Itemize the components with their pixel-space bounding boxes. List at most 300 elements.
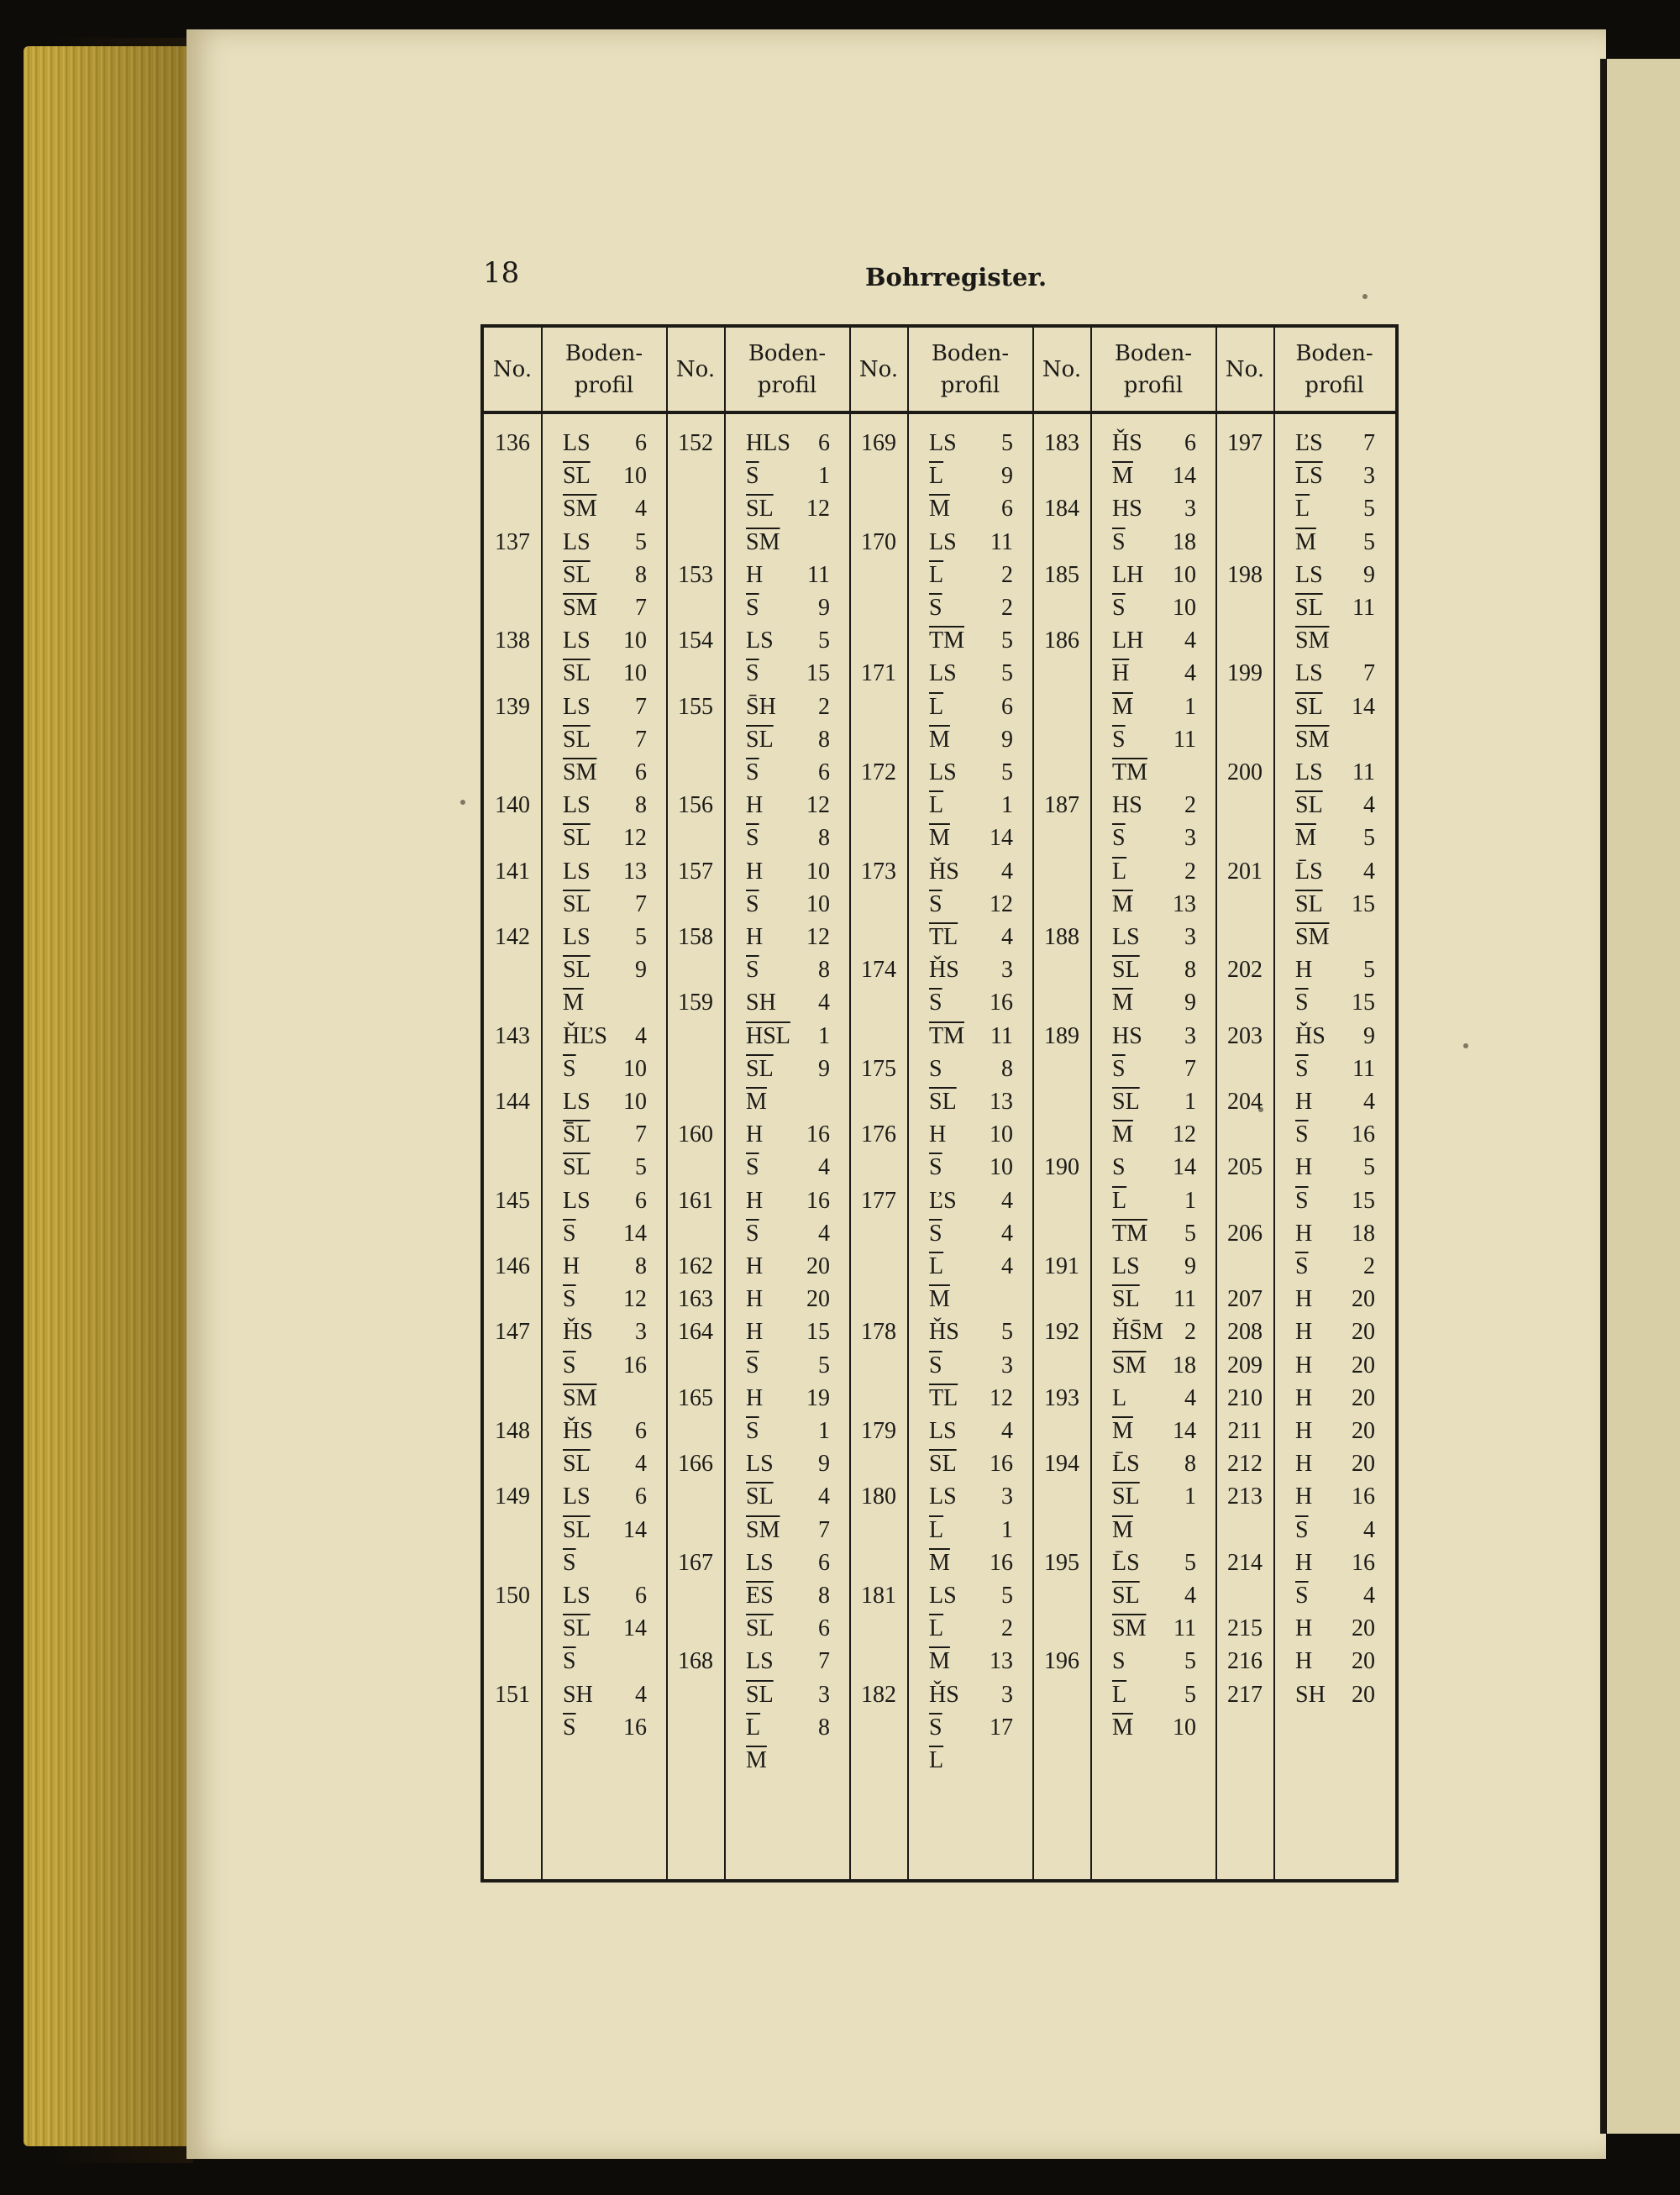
soil-code: $\overline{SM}$ — [563, 595, 597, 621]
layer-depth: 18 — [1352, 1220, 1375, 1247]
profile-layer — [1295, 1648, 1375, 1675]
soil-code: $\overline{L}$ — [929, 561, 944, 588]
layer-depth: 14 — [623, 1615, 647, 1642]
layer-depth: 6 — [1001, 496, 1013, 522]
column-divider — [849, 328, 851, 1879]
layer-depth: 3 — [1184, 924, 1196, 950]
soil-code: LS — [1112, 924, 1140, 950]
soil-code: HS — [1112, 1022, 1142, 1049]
soil-code: H — [1295, 957, 1313, 984]
soil-code: LS — [1295, 660, 1323, 687]
layer-depth: 11 — [807, 561, 830, 588]
entry-number: 158 — [678, 924, 713, 950]
layer-depth: 8 — [818, 726, 830, 753]
entry-number: 202 — [1227, 957, 1263, 984]
soil-code: S — [1112, 1154, 1126, 1181]
layer-depth: 4 — [818, 1483, 830, 1510]
soil-code: H — [1295, 1418, 1313, 1444]
profile-layer — [1112, 1154, 1196, 1181]
layer-depth: 16 — [806, 1187, 830, 1214]
soil-code: $\overline{SM}$ — [1295, 726, 1330, 753]
layer-depth: 8 — [635, 1253, 647, 1279]
entry-number: 173 — [861, 858, 896, 885]
layer-depth: 7 — [1363, 660, 1375, 687]
profile-layer — [1112, 1188, 1196, 1215]
soil-code: $\overline{SL}$ — [929, 1089, 957, 1115]
layer-depth: 4 — [635, 1451, 647, 1478]
profile-layer — [1112, 628, 1196, 654]
profile-layer — [929, 1615, 1013, 1642]
profile-layer — [1112, 792, 1196, 819]
soil-code: $\overline{SL}$ — [563, 825, 591, 852]
layer-depth: 4 — [635, 1022, 647, 1049]
layer-depth: 1 — [818, 463, 830, 490]
profile-layer — [1295, 759, 1375, 786]
profile-layer — [1112, 1682, 1196, 1709]
profile-layer — [1295, 990, 1375, 1016]
layer-depth: 3 — [1001, 1483, 1013, 1510]
soil-code: $\overline{TM}$ — [929, 1022, 964, 1049]
entry-number: 164 — [678, 1319, 713, 1346]
profile-layer — [929, 891, 1013, 918]
layer-depth: 8 — [818, 957, 830, 984]
profile-layer — [1112, 1023, 1196, 1050]
profile-layer — [929, 957, 1013, 984]
profile-layer — [1112, 1715, 1196, 1741]
entry-number: 167 — [678, 1549, 713, 1576]
profile-layer — [746, 1154, 830, 1181]
profile-layer — [929, 1451, 1013, 1478]
profile-layer — [1112, 1089, 1196, 1116]
layer-depth: 6 — [635, 1187, 647, 1214]
layer-depth: 16 — [623, 1714, 647, 1741]
entry-number: 205 — [1227, 1154, 1263, 1181]
profile-layer — [1295, 1451, 1375, 1478]
layer-depth: 14 — [623, 1220, 647, 1247]
profile-layer — [746, 825, 830, 852]
soil-code: H — [1295, 1648, 1313, 1675]
profile-layer — [563, 924, 647, 951]
soil-code: $\overline{S}$ — [929, 595, 942, 621]
entry-number: 200 — [1227, 759, 1263, 785]
profile-layer — [929, 1715, 1013, 1741]
profile-layer — [563, 463, 647, 490]
soil-code: LS — [1112, 1253, 1140, 1279]
layer-depth: 6 — [635, 759, 647, 785]
profile-layer — [1295, 660, 1375, 687]
layer-depth: 3 — [1184, 1022, 1196, 1049]
layer-depth: 1 — [1184, 1483, 1196, 1510]
layer-depth: 16 — [806, 1121, 830, 1148]
soil-code: $\overline{S}$ — [1295, 1055, 1309, 1082]
layer-depth: 5 — [1363, 1154, 1375, 1181]
profile-layer — [563, 1023, 647, 1050]
header-bodenprofil — [1273, 328, 1395, 411]
profile-layer — [1112, 1121, 1196, 1148]
layer-depth: 17 — [990, 1714, 1013, 1741]
soil-code: $\overline{M}$ — [929, 726, 950, 753]
layer-depth — [1168, 1517, 1196, 1544]
profile-layer — [1295, 1286, 1375, 1313]
soil-code: H — [746, 1286, 764, 1313]
entry-number: 151 — [495, 1681, 530, 1708]
soil-code: $\overline{SL}$ — [563, 561, 591, 588]
layer-depth: 1 — [1184, 1089, 1196, 1115]
layer-depth: 14 — [1352, 693, 1375, 720]
entry-number: 206 — [1227, 1220, 1263, 1247]
layer-depth: 9 — [818, 1451, 830, 1478]
layer-depth: 8 — [635, 792, 647, 819]
profile-layer — [746, 1483, 830, 1510]
soil-code: $\overline{TM}$ — [1112, 759, 1147, 785]
soil-code: ȞS — [563, 1418, 593, 1444]
profile-layer — [746, 496, 830, 522]
soil-code: $\overline{S}$ — [563, 1286, 576, 1313]
layer-depth: 10 — [623, 1055, 647, 1082]
entry-number: 188 — [1044, 924, 1079, 950]
soil-code: $\overline{M}$ — [1295, 528, 1316, 555]
layer-depth: 7 — [635, 1121, 647, 1148]
profile-layer — [1295, 529, 1375, 556]
header-rule — [484, 411, 1395, 414]
entry-number: 153 — [678, 561, 713, 588]
soil-code: $\overline{TL}$ — [929, 1384, 958, 1411]
layer-depth: 16 — [1352, 1549, 1375, 1576]
layer-depth: 16 — [990, 990, 1013, 1016]
soil-code: $\overline{M}$ — [1112, 693, 1133, 720]
layer-depth: 4 — [635, 1681, 647, 1708]
soil-code: LS — [929, 759, 957, 785]
header-bodenprofil — [1090, 328, 1216, 411]
soil-code: $\overline{SL}$ — [563, 1451, 591, 1478]
soil-code: $\overline{S}$ — [1295, 1187, 1309, 1214]
profile-layer — [1112, 1517, 1196, 1544]
soil-code: $\overline{M}$ — [929, 1549, 950, 1576]
soil-code: LS — [563, 1089, 591, 1115]
soil-code: $\overline{S}$ — [746, 890, 759, 917]
profile-layer — [563, 1319, 647, 1346]
soil-code: $\overline{L}$ — [929, 693, 944, 720]
layer-depth: 2 — [1363, 1253, 1375, 1279]
soil-code: H — [1295, 1154, 1313, 1181]
soil-code: $\overline{S}$ — [1295, 1253, 1309, 1279]
soil-code: LS — [929, 1583, 957, 1609]
profile-layer — [563, 660, 647, 687]
profile-layer — [929, 628, 1013, 654]
layer-depth: 11 — [1352, 595, 1375, 621]
soil-code: $\overline{M}$ — [1112, 1714, 1133, 1741]
profile-layer — [1295, 595, 1375, 622]
layer-depth: 9 — [1363, 561, 1375, 588]
soil-code: $\overline{S}$ — [746, 957, 759, 984]
soil-code: L — [1112, 1384, 1127, 1411]
profile-layer — [929, 562, 1013, 589]
profile-layer — [746, 1188, 830, 1215]
soil-code: LS — [563, 430, 591, 456]
layer-depth — [618, 1550, 647, 1577]
soil-code: $\overline{SM}$ — [563, 1384, 597, 1411]
soil-code: LS — [746, 1648, 774, 1675]
entry-number: 149 — [495, 1483, 530, 1510]
soil-code: $\overline{SM}$ — [1295, 924, 1330, 950]
layer-depth: 5 — [818, 1352, 830, 1378]
profile-layer — [1112, 660, 1196, 687]
profile-layer — [1295, 1253, 1375, 1280]
profile-layer — [746, 1056, 830, 1083]
entry-number: 208 — [1227, 1319, 1263, 1346]
soil-code: LH — [1112, 561, 1144, 588]
soil-code: $\overline{S}$ — [746, 1418, 759, 1444]
profile-layer — [1295, 694, 1375, 721]
entry-number: 194 — [1044, 1451, 1079, 1478]
profile-layer — [1112, 957, 1196, 984]
soil-code: $\overline{L}$ — [929, 1516, 944, 1543]
soil-code: L̄S — [1112, 1549, 1140, 1576]
header-no-label: No. — [492, 356, 533, 382]
soil-code: $\overline{HSL}$ — [746, 1022, 790, 1049]
profile-layer — [1112, 1221, 1196, 1247]
facing-page-edge — [1600, 59, 1680, 2134]
profile-layer — [746, 924, 830, 951]
layer-depth: 6 — [635, 430, 647, 456]
profile-layer — [1295, 562, 1375, 589]
profile-layer — [563, 595, 647, 622]
profile-layer — [1295, 1550, 1375, 1577]
soil-code: $\overline{S}$ — [563, 1055, 576, 1082]
soil-code: H — [563, 1253, 580, 1279]
profile-layer — [929, 430, 1013, 457]
soil-code: H — [746, 858, 764, 885]
header-profile-line2: profil — [757, 372, 817, 398]
soil-code: $\overline{SL}$ — [746, 1681, 774, 1708]
soil-code: LS — [563, 1583, 591, 1609]
profile-layer — [929, 1648, 1013, 1675]
profile-layer — [1295, 924, 1375, 951]
profile-layer — [1112, 727, 1196, 754]
profile-layer — [929, 727, 1013, 754]
profile-layer — [1295, 1154, 1375, 1181]
soil-code: $\overline{S}$ — [746, 759, 759, 785]
soil-code: $\overline{L}$ — [929, 1615, 944, 1642]
profile-layer — [746, 430, 830, 457]
entry-number: 196 — [1044, 1648, 1079, 1675]
profile-layer — [746, 1319, 830, 1346]
soil-code: $\overline{S}$ — [1112, 595, 1126, 621]
soil-code: LS — [563, 858, 591, 885]
profile-layer — [929, 1352, 1013, 1379]
entry-number: 184 — [1044, 496, 1079, 522]
layer-depth: 1 — [1001, 1516, 1013, 1543]
layer-depth: 5 — [1001, 1319, 1013, 1346]
layer-depth: 11 — [1352, 759, 1375, 785]
profile-layer — [929, 1517, 1013, 1544]
layer-depth: 4 — [1001, 1187, 1013, 1214]
soil-code: $\overline{SL}$ — [746, 726, 774, 753]
layer-depth: 7 — [635, 693, 647, 720]
soil-code: $\overline{SL}$ — [1295, 792, 1323, 819]
soil-code: $\overline{S}$ — [563, 1220, 576, 1247]
profile-layer — [1295, 1583, 1375, 1609]
layer-depth: 12 — [806, 924, 830, 950]
profile-layer — [563, 1089, 647, 1116]
entry-number: 209 — [1227, 1352, 1263, 1378]
layer-depth: 7 — [635, 726, 647, 753]
no-column-divider — [724, 328, 726, 1879]
soil-code: H — [746, 924, 764, 950]
layer-depth — [618, 1648, 647, 1675]
layer-depth: 16 — [1352, 1483, 1375, 1510]
soil-code: H — [746, 792, 764, 819]
header-no — [850, 328, 907, 411]
layer-depth — [1347, 924, 1375, 951]
header-profile-line1: Boden- — [1114, 340, 1193, 366]
soil-code: H — [1295, 1451, 1313, 1478]
profile-layer — [929, 759, 1013, 786]
layer-depth — [1168, 759, 1196, 786]
soil-code: $\overline{M}$ — [746, 1747, 767, 1773]
profile-layer — [1112, 759, 1196, 786]
soil-code: $\overline{S}$ — [563, 1549, 576, 1576]
profile-layer — [1112, 1483, 1196, 1510]
layer-depth: 3 — [1363, 463, 1375, 490]
soil-code: $\overline{S}$ — [929, 890, 942, 917]
entry-number: 169 — [861, 430, 896, 456]
profile-layer — [1112, 1615, 1196, 1642]
layer-depth: 12 — [806, 792, 830, 819]
layer-depth: 7 — [1184, 1055, 1196, 1082]
soil-code: ȞS — [929, 858, 959, 885]
soil-code: $\overline{L}$ — [929, 1747, 944, 1773]
layer-depth: 11 — [990, 1022, 1013, 1049]
layer-depth: 10 — [990, 1121, 1013, 1148]
header-no-label: No. — [675, 356, 716, 382]
profile-layer — [929, 1286, 1013, 1313]
soil-code: $\overline{SL}$ — [1112, 1286, 1140, 1313]
soil-code: $\overline{SL}$ — [746, 1055, 774, 1082]
layer-depth: 4 — [1001, 924, 1013, 950]
soil-code: $\overline{M}$ — [1112, 1418, 1133, 1444]
layer-depth: 9 — [818, 595, 830, 621]
profile-layer — [1295, 891, 1375, 918]
column-divider — [666, 328, 668, 1879]
layer-depth: 5 — [1363, 957, 1375, 984]
soil-code: $\overline{M}$ — [1112, 890, 1133, 917]
layer-depth: 14 — [1173, 1154, 1196, 1181]
entry-number: 201 — [1227, 858, 1263, 885]
entry-number: 159 — [678, 990, 713, 1016]
soil-code: LS — [563, 628, 591, 654]
profile-layer — [746, 1517, 830, 1544]
entry-number: 191 — [1044, 1253, 1079, 1279]
profile-layer — [929, 1483, 1013, 1510]
no-column-divider — [1090, 328, 1092, 1879]
layer-depth: 8 — [1184, 1451, 1196, 1478]
page-number: 18 — [483, 256, 520, 290]
soil-code: $\overline{S}$ — [746, 595, 759, 621]
layer-depth: 15 — [806, 660, 830, 687]
entry-number: 180 — [861, 1483, 896, 1510]
column-divider — [1032, 328, 1034, 1879]
layer-depth: 2 — [1001, 595, 1013, 621]
soil-code: H — [929, 1121, 947, 1148]
soil-code: $\overline{S}$ — [563, 1648, 576, 1675]
layer-depth: 8 — [1001, 1055, 1013, 1082]
profile-layer — [929, 1056, 1013, 1083]
profile-layer — [929, 529, 1013, 556]
profile-layer — [1112, 430, 1196, 457]
profile-layer — [1112, 562, 1196, 589]
profile-layer — [1112, 1319, 1196, 1346]
profile-layer — [1112, 891, 1196, 918]
profile-layer — [1295, 792, 1375, 819]
profile-layer — [746, 1451, 830, 1478]
layer-depth — [618, 990, 647, 1016]
layer-depth: 5 — [1184, 1648, 1196, 1675]
soil-code: LS — [929, 660, 957, 687]
layer-depth: 20 — [1352, 1615, 1375, 1642]
layer-depth: 6 — [635, 1583, 647, 1609]
layer-depth: 10 — [1173, 595, 1196, 621]
profile-layer — [1295, 1188, 1375, 1215]
profile-layer — [929, 1682, 1013, 1709]
profile-layer — [929, 660, 1013, 687]
soil-code: $\overline{S}$ — [929, 1154, 942, 1181]
profile-layer — [1295, 1121, 1375, 1148]
profile-layer — [929, 1319, 1013, 1346]
soil-code: $\overline{L}$ — [746, 1714, 761, 1741]
profile-layer — [746, 595, 830, 622]
layer-depth: 11 — [1173, 1286, 1196, 1313]
layer-depth — [984, 1286, 1013, 1313]
soil-code: $\overline{SL}$ — [1295, 890, 1323, 917]
layer-depth: 4 — [1363, 1089, 1375, 1115]
layer-depth: 3 — [1001, 1681, 1013, 1708]
soil-code: $\overline{S}$ — [929, 990, 942, 1016]
entry-number: 211 — [1227, 1418, 1263, 1444]
layer-depth: 4 — [1001, 1418, 1013, 1444]
profile-layer — [746, 628, 830, 654]
profile-layer — [929, 463, 1013, 490]
header-bodenprofil — [541, 328, 667, 411]
soil-code: $\overline{SM}$ — [563, 496, 597, 522]
soil-code: $\overline{M}$ — [929, 1286, 950, 1313]
layer-depth: 2 — [1184, 792, 1196, 819]
layer-depth: 12 — [623, 825, 647, 852]
profile-layer — [746, 792, 830, 819]
entry-number: 139 — [495, 693, 530, 720]
layer-depth: 5 — [1001, 430, 1013, 456]
layer-depth: 2 — [1184, 1319, 1196, 1346]
profile-layer — [929, 1418, 1013, 1445]
layer-depth: 14 — [990, 825, 1013, 852]
entry-number: 183 — [1044, 430, 1079, 456]
profile-layer — [1295, 1385, 1375, 1412]
layer-depth: 12 — [623, 1286, 647, 1313]
soil-code: ȞS̄M — [1112, 1319, 1163, 1346]
entry-number: 195 — [1044, 1549, 1079, 1576]
layer-depth: 3 — [1001, 1352, 1013, 1378]
print-speck — [1463, 1043, 1468, 1048]
soil-code: $\overline{H}$ — [1112, 660, 1130, 687]
entry-number: 138 — [495, 628, 530, 654]
print-speck — [1362, 294, 1368, 299]
header-no — [667, 328, 724, 411]
profile-layer — [1295, 825, 1375, 852]
layer-depth: 12 — [990, 1384, 1013, 1411]
profile-layer — [746, 1221, 830, 1247]
layer-depth — [801, 1089, 830, 1116]
soil-code: $\overline{SL}$ — [563, 660, 591, 687]
